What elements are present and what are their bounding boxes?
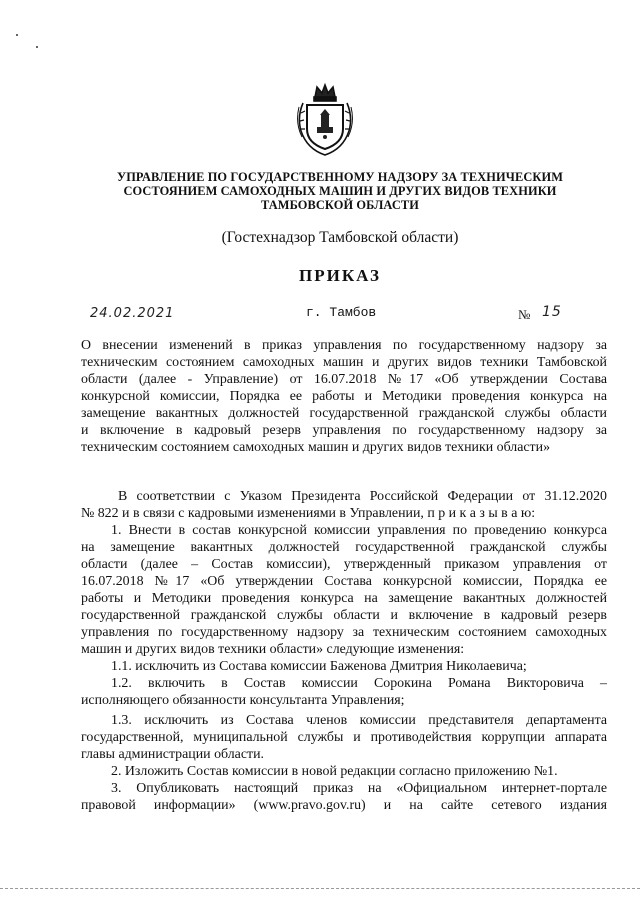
subject-line: и включение в кадровый резерв управления по государственному надзору за [81,423,607,438]
body-line: № 822 и в связи с кадровыми изменениями в Управлении, п р и к а з ы в а ю: [81,506,536,521]
body-line: В соответствии с Указом Президента Российской Федерации от 31.12.2020 [118,489,607,504]
organization-name-line-3: ТАМБОВСКОЙ ОБЛАСТИ [260,198,420,212]
organization-name-line-1: УПРАВЛЕНИЕ ПО ГОСУДАРСТВЕННОМУ НАДЗОРУ ЗА ТЕХНИЧЕСКИМ [117,170,563,184]
subject-line: области (далее - Управление) от 16.07.2018 №17 «Об утверждении Состава [81,372,607,387]
body-line: работы и Методики проведения конкурса на замещение вакантных должностей [81,591,607,606]
subject-line: О внесении изменений в приказ управления по государственному надзору за [81,338,607,353]
organization-name-line-2: СОСТОЯНИЕМ САМОХОДНЫХ МАШИН И ДРУГИХ ВИДОВ ТЕХНИКИ [123,184,557,198]
subject-line: техническим состоянием самоходных машин и других видов техники Тамбовской [81,355,607,370]
body-line: 1.1. исключить из Состава комиссии Баженова Дмитрия Николаевича; [111,659,527,674]
subject-line: конкурсной комиссии, Порядка ее работы и Методики проведения конкурса на [81,389,607,404]
subject-line: техническим состоянием самоходных машин и других видов техники области» [81,440,551,455]
body-line: на замещение вакантных должностей государственной гражданской службы [81,540,607,555]
body-line: 1.3. исключить из Состава членов комиссии представителя департамента [111,713,607,728]
body-line: машин и других видов техники области» следующие изменения: [81,642,465,657]
city: г. Тамбов [306,305,377,320]
handwritten-order-number: 15 [542,304,562,320]
handwritten-date: 24.02.2021 [90,306,175,321]
body-line: государственной гражданской службы области и включение в кадровый резерв [81,608,607,623]
scan-edge-rule [0,888,640,889]
body-line: государственной, муниципальной службы и противодействия коррупции аппарата [81,730,607,745]
body-line: 16.07.2018 №17 «Об утверждении Состава конкурсной комиссии, Порядка ее [81,574,607,589]
scan-speck [36,46,38,48]
scan-speck [16,34,18,36]
body-line: 1.2. включить в Состав комиссии Сорокина Романа Викторовича – [111,676,607,691]
body-line: 1. Внести в состав конкурсной комиссии управления по проведению конкурса [111,523,607,538]
body-line: 2. Изложить Состав комиссии в новой редакции согласно приложению №1. [111,764,558,779]
organization-short-name: (Гостехнадзор Тамбовской области) [221,229,459,246]
body-line: области (далее – Состав комиссии), утвержденный приказом управления от [81,557,607,572]
body-line: правовой информации» (www.pravo.gov.ru) и на сайте сетевого издания [81,798,607,813]
subject-line: замещение вакантных должностей государственной гражданской службы области [81,406,607,421]
body-line: управления по государственному надзору за техническим состоянием самоходных [81,625,607,640]
body-line: главы администрации области. [81,747,264,762]
body-line: исполняющего обязанности консультанта Управления; [81,693,405,708]
tambov-coat-of-arms-emblem [293,83,357,159]
document-title: ПРИКАЗ [299,266,381,285]
number-label: № [518,307,531,322]
body-line: 3. Опубликовать настоящий приказ на «Официальном интернет-портале [111,781,607,796]
